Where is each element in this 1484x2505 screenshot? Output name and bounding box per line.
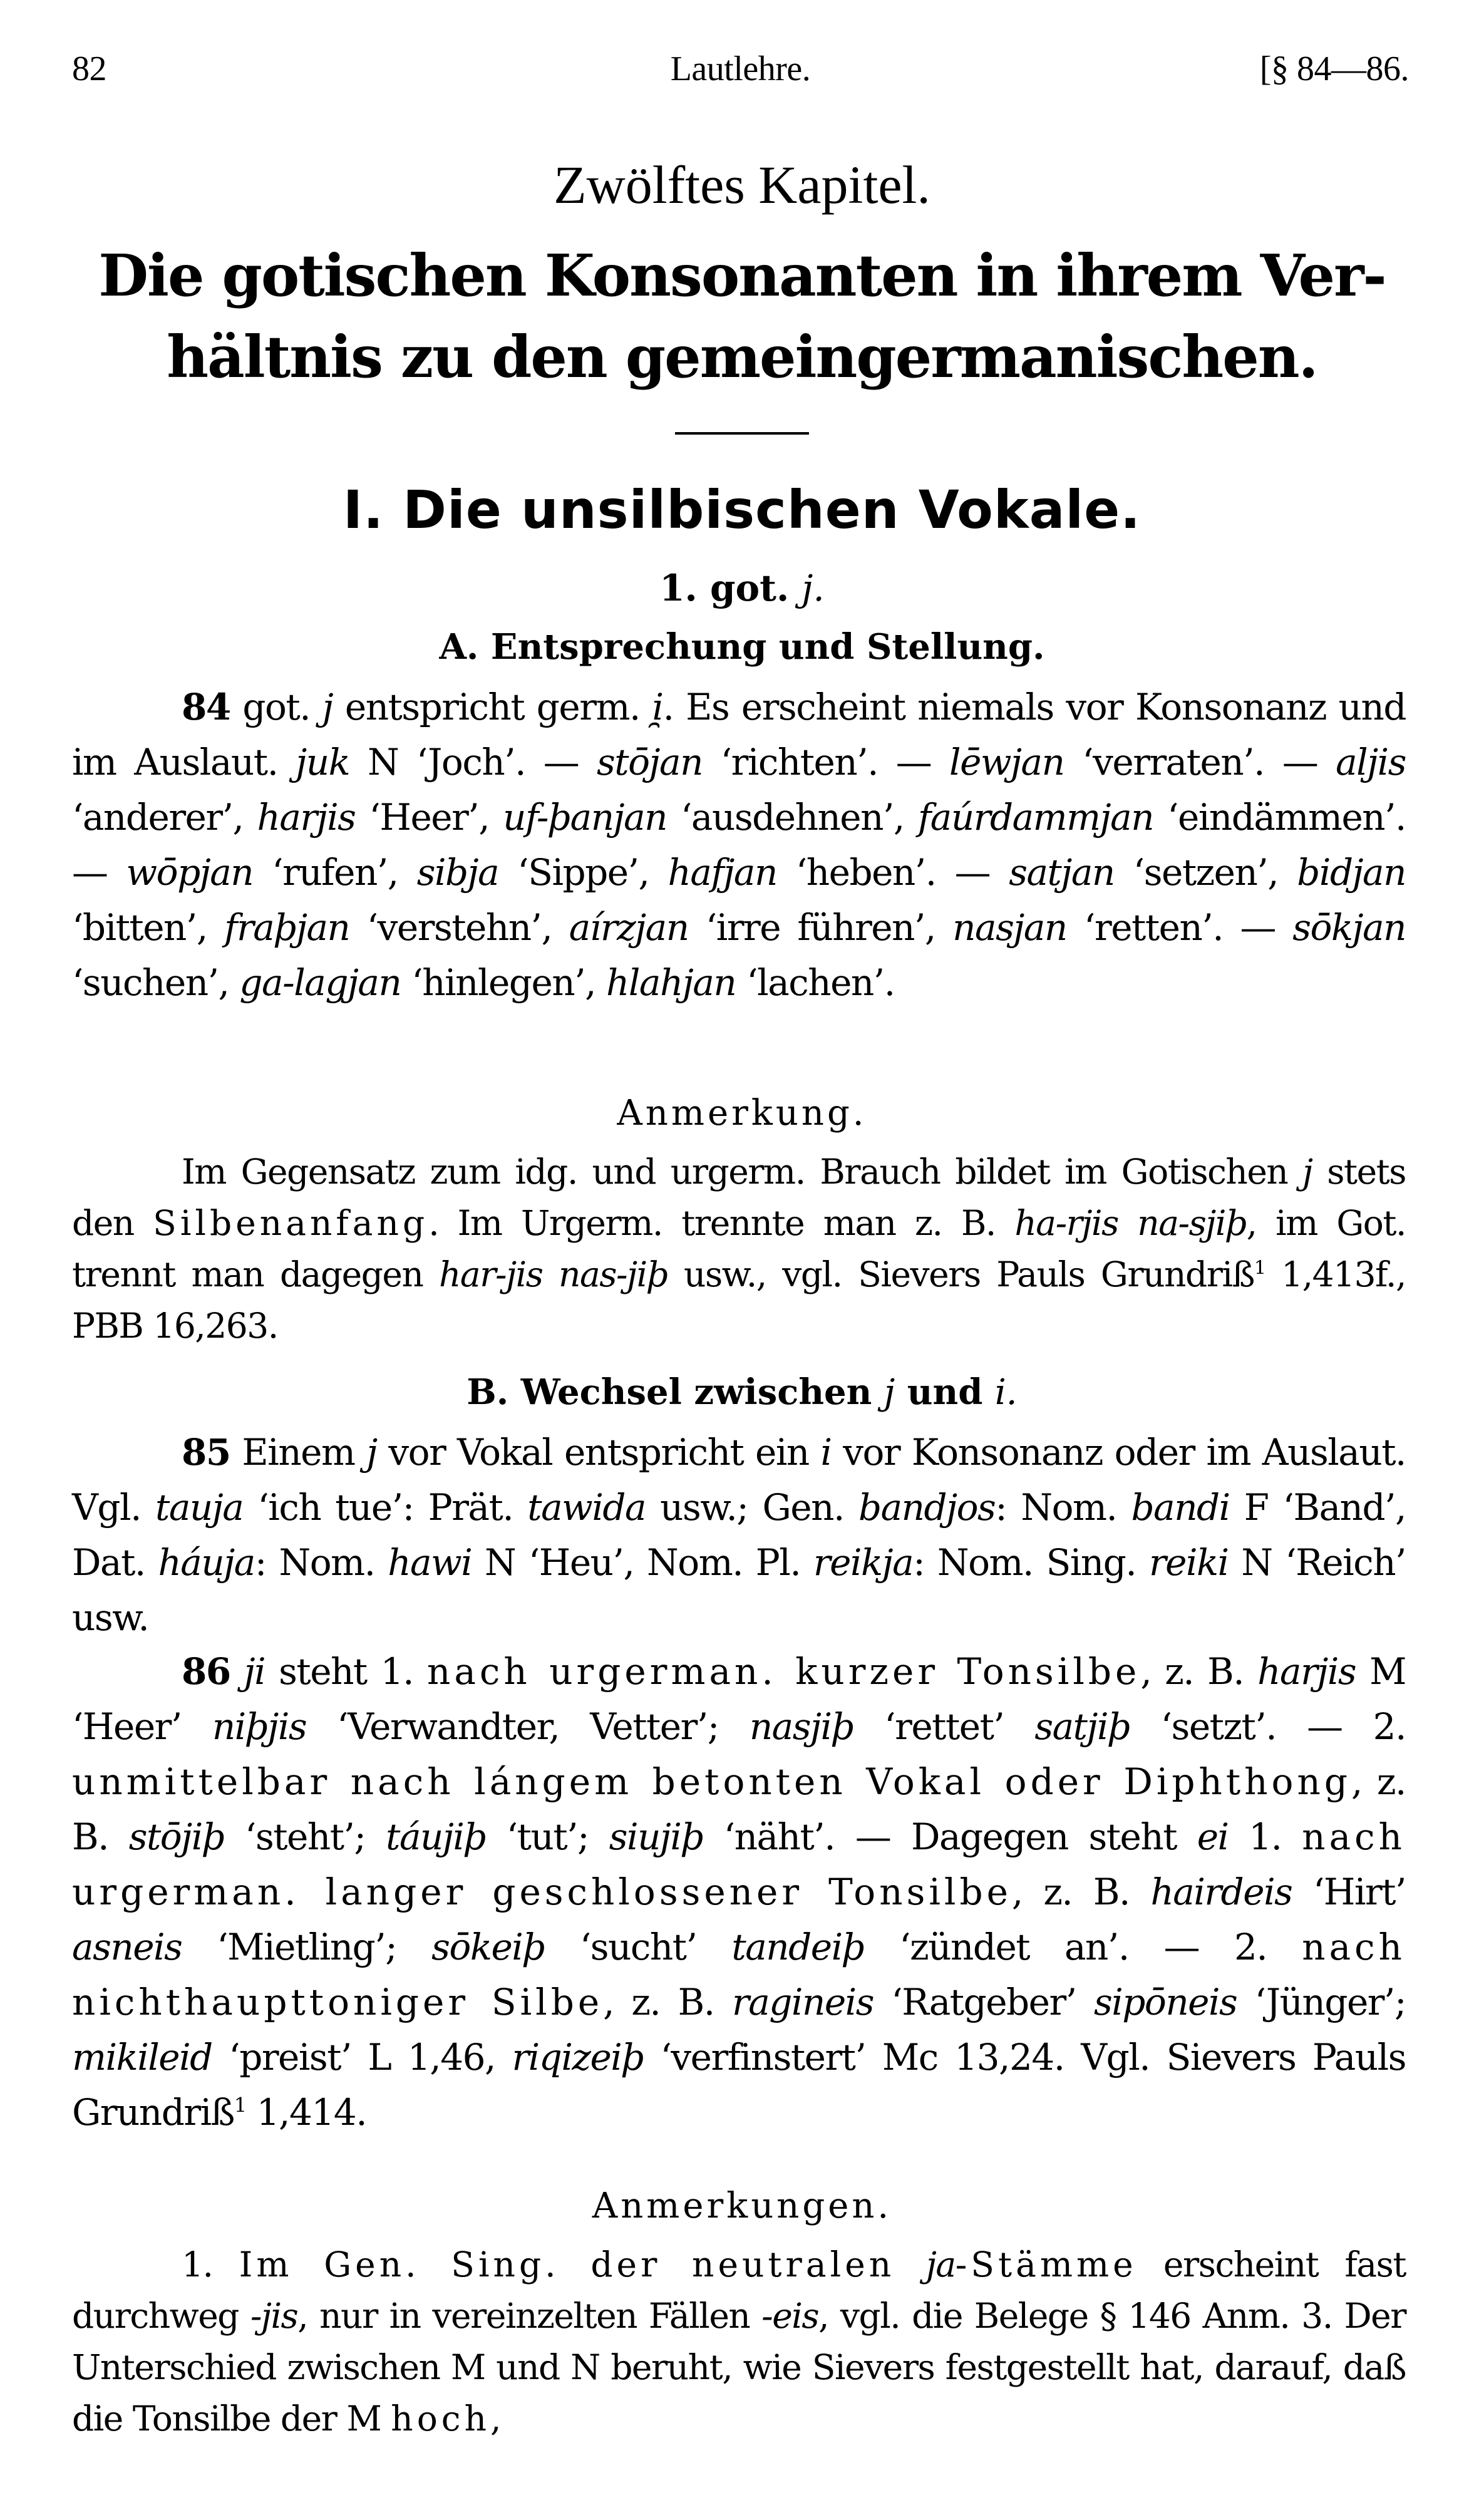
paragraph-text: Einem j vor Vokal entspricht ein i vor Konsonanz oder im Auslaut. Vgl. tauja ‘ich tue’: Prät. tawida usw.; Gen. bandjos: Nom. bandi F ‘Band’, Dat. háuja: Nom. hawi N ‘Heu’, Nom. Pl. reikja: Nom. Sing. reiki N ‘Reich’ usw.	[72, 1431, 1406, 1639]
part-a-heading: A. Entsprechung und Stellung.	[439, 626, 1045, 668]
paragraph-number: 85	[182, 1431, 230, 1474]
note-86-1	[72, 2239, 1406, 2444]
part-b-heading-und: und	[907, 1371, 983, 1413]
subsection-letter: j.	[801, 567, 825, 609]
running-title: Lautlehre.	[670, 49, 811, 88]
running-head	[72, 49, 1409, 99]
note-text: Im Gegensatz zum idg. und urgerm. Brauch bildet im Gotischen j stets den Silbenanfang. Im Urgerm. trennte man z. B. ha-rjis na-sjiþ, im Got. trennt man dagegen har-jis nas-jiþ usw., vgl. Sievers Pauls Grundriß$^1$ 1,413f., PBB 16,263.	[72, 1152, 1406, 1346]
chapter-number: Zwölftes Kapitel.	[554, 155, 930, 215]
part-b-heading-prefix: B. Wechsel zwischen	[466, 1371, 872, 1413]
paragraph-86	[72, 1644, 1406, 2140]
part-b-heading-i: i.	[994, 1372, 1018, 1413]
paragraph-text: ji steht 1. nach urgerman. kurzer Tonsilbe, z. B. harjis M ‘Heer’ niþjis ‘Verwandter, Vetter’; nasjiþ ‘rettet’ satjiþ ‘setzt’. — 2. unmittelbar nach lángem betonten Vokal oder Diphthong, z. B. stōjiþ ‘steht’; táujiþ ‘tut’; siujiþ ‘näht’. — Dagegen steht ei 1. nach urgerman. langer geschlossener Tonsilbe, z. B. hairdeis ‘Hirt’ asneis ‘Mietling’; sōkeiþ ‘sucht’ tandeiþ ‘zündet an’. — 2. nach nichthaupttoniger Silbe, z. B. ragineis ‘Ratgeber’ sipōneis ‘Jünger’; mikileid ‘preist’ L 1,46, riqizeiþ ‘verfinstert’ Mc 13,24. Vgl. Sievers Pauls Grundriß$^1$ 1,414.	[72, 1650, 1406, 2134]
paragraph-number: 86	[182, 1650, 230, 1693]
notes-heading: Anmerkungen.	[592, 2186, 892, 2226]
paragraph-84	[72, 679, 1406, 1010]
section-divider	[675, 432, 809, 435]
paragraph-text: got. j entspricht germ. i̯. Es erscheint niemals vor Konsonanz und im Auslaut. juk N ‘Joch’. — stōjan ‘richten’. — lēwjan ‘verraten’. — aljis ‘anderer’, harjis ‘Heer’, uf-þanjan ‘ausdehnen’, faúrdammjan ‘eindämmen’. — wōpjan ‘rufen’, sibja ‘Sippe’, hafjan ‘heben’. — satjan ‘setzen’, bidjan ‘bitten’, fraþjan ‘verstehn’, aírzjan ‘irre führen’, nasjan ‘retten’. — sōkjan ‘suchen’, ga-lagjan ‘hinlegen’, hlahjan ‘lachen’.	[72, 686, 1406, 1004]
paragraph-85	[72, 1425, 1406, 1645]
part-b-heading	[0, 1371, 1484, 1413]
section-title: I. Die unsilbischen Vokale.	[343, 479, 1141, 540]
note-heading: Anmerkung.	[617, 1093, 867, 1134]
section-range: [§ 84—86.	[1259, 49, 1409, 88]
chapter-title-line-2: hältnis zu den gemeingermanischen.	[167, 323, 1317, 391]
subsection-title	[0, 567, 1484, 609]
note-84	[72, 1146, 1406, 1351]
part-b-heading-j: j	[884, 1372, 895, 1413]
paragraph-number: 84	[182, 686, 230, 728]
subsection-prefix: 1. got.	[659, 567, 790, 609]
note-text: 1. Im Gen. Sing. der neutralen ja-Stämme erscheint fast durchweg -jis, nur in vereinzelten Fällen -eis, vgl. die Belege § 146 Anm. 3. Der Unterschied zwischen M und N beruht, wie Sievers festgestellt hat, darauf, daß die Tonsilbe der M hoch,	[72, 2244, 1406, 2439]
page-number: 82	[72, 49, 106, 88]
chapter-title	[0, 235, 1484, 398]
chapter-title-line-1: Die gotischen Konsonanten in ihrem Ver-	[98, 242, 1386, 309]
